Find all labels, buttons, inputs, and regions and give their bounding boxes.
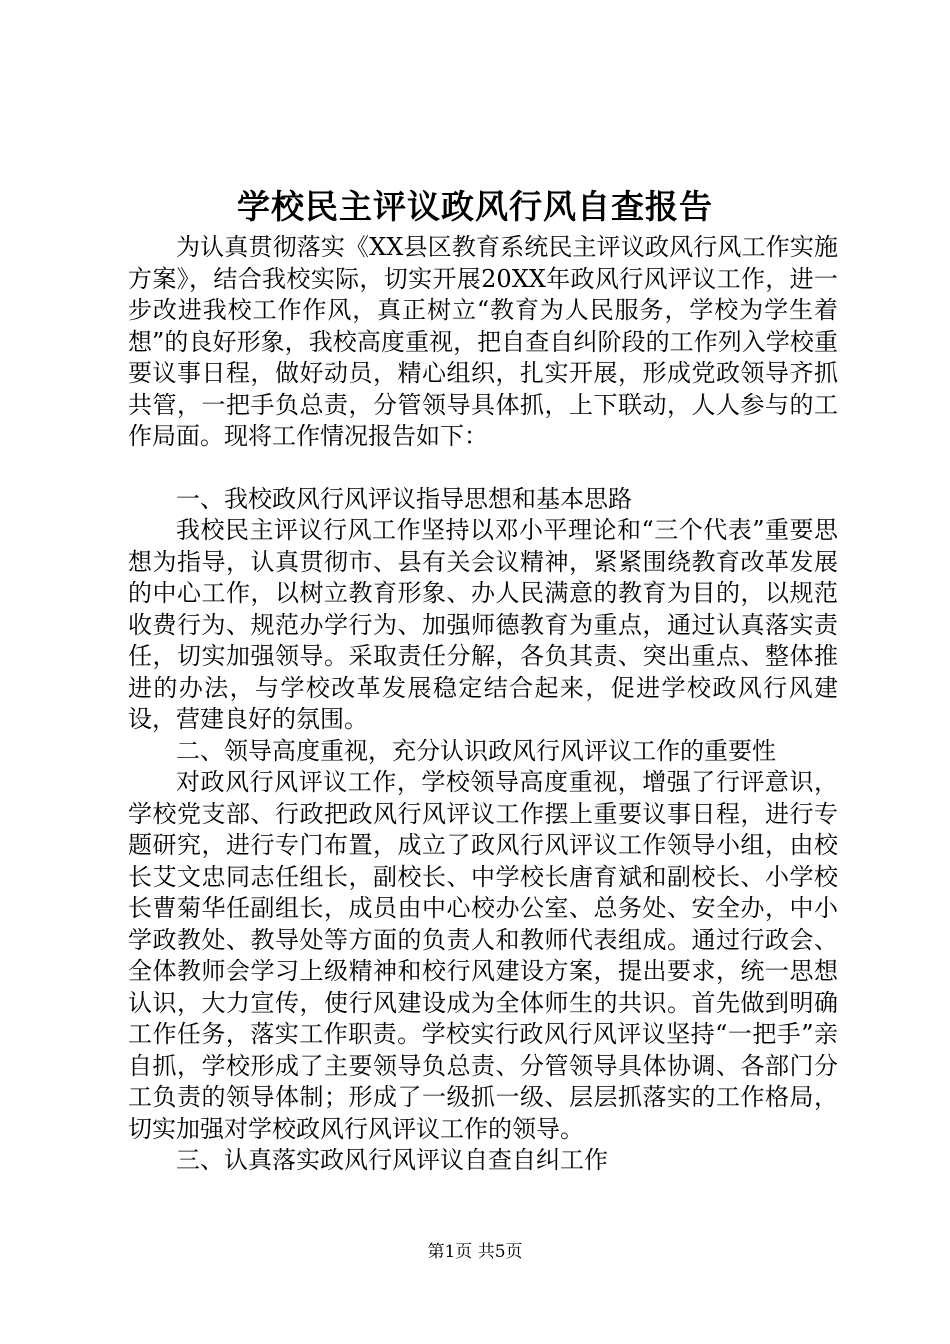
section-heading-2: 二、领导高度重视，充分认识政风行风评议工作的重要性 (176, 736, 776, 765)
section-heading-3: 三、认真落实政风行风评议自查自纠工作 (176, 1146, 608, 1174)
document-body (128, 232, 838, 1177)
section-paragraph-1: 我校民主评议行风工作坚持以邓小平理论和“三个代表”重要思想为指导，认真贯彻市、县有关会议精神，紧紧围绕教育改革发展的中心工作，以树立教育形象、办人民满意的教育为目的，以规范收费行为、规范办学行为、加强师德教育为重点，通过认真落实责任，切实加强领导。采取责任分解，各负其责、突出重点、整体推进的办法，与学校改革发展稳定结合起来，促进学校政风行风建设，营建良好的氛围。 (128, 516, 838, 733)
page-footer: 第1页 共5页 (427, 1242, 523, 1262)
section-heading-1: 一、我校政风行风评议指导思想和基本思路 (176, 484, 632, 513)
section-paragraph-2: 对政风行风评议工作，学校领导高度重视，增强了行评意识，学校党支部、行政把政风行风评议工作摆上重要议事日程，进行专题研究，进行专门布置，成立了政风行风评议工作领导小组，由校长艾文忠同志任组长，副校长、中学校长唐育斌和副校长、小学校长曹菊华任副组长，成员由中心校办公室、总务处、安全办，中小学政教处、教导处等方面的负责人和教师代表组成。通过行政会、全体教师会学习上级精神和校行风建设方案，提出要求，统一思想认识，大力宣传，使行风建设成为全体师生的共识。首先做到明确工作任务，落实工作职责。学校实行政风行风评议坚持“一把手”亲自抓，学校形成了主要领导负总责、分管领导具体协调、各部门分工负责的领导体制；形成了一级抓一级、层层抓落实的工作格局，切实加强对学校政风行风评议工作的领导。 (128, 768, 838, 1143)
intro-paragraph: 为认真贯彻落实《XX县区教育系统民主评议政风行风工作实施方案》，结合我校实际，切实开展20XX年政风行风评议工作，进一步改进我校工作作风，真正树立“教育为人民服务，学校为学生着想”的良好形象，我校高度重视，把自查自纠阶段的工作列入学校重要议事日程，做好动员，精心组织，扎实开展，形成党政领导齐抓共管，一把手负总责，分管领导具体抓，上下联动，人人参与的工作局面。现将工作情况报告如下： (128, 233, 838, 450)
document-title: 学校民主评议政风行风自查报告 (237, 187, 713, 226)
